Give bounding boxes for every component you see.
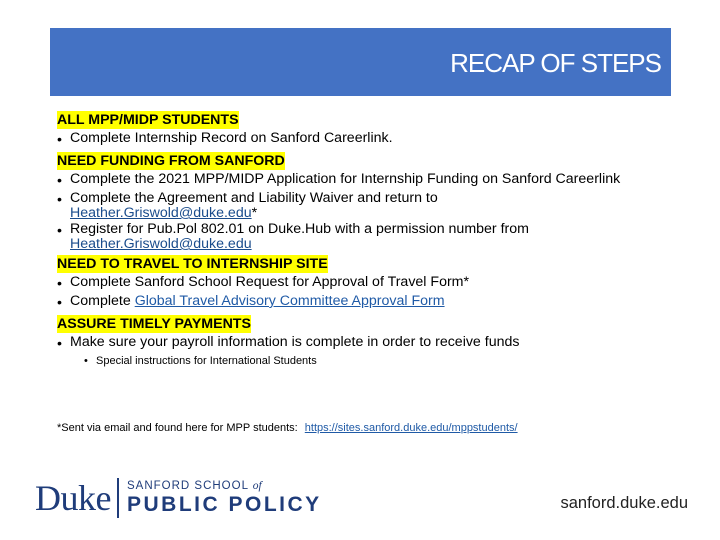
- step-internship-record: Complete Internship Record on Sanford Careerlink.: [70, 130, 393, 146]
- step-waiver-text: Complete the Agreement and Liability Waiver and return to: [70, 190, 438, 206]
- step-travel-advisory-text: Complete: [70, 293, 131, 309]
- bullet-icon: •: [57, 223, 62, 239]
- bullet-icon: •: [57, 173, 62, 189]
- bullet-icon: •: [57, 132, 62, 148]
- step-waiver: [70, 191, 647, 221]
- list-item: [57, 131, 647, 149]
- steps-content: [57, 109, 647, 368]
- section-heading-all-students: ALL MPP/MIDP STUDENTS: [57, 112, 239, 128]
- list-item: [57, 191, 647, 221]
- duke-wordmark: Duke: [35, 478, 111, 518]
- step-payroll: Make sure your payroll information is complete in order to receive funds: [70, 334, 520, 350]
- step-funding-application: Complete the 2021 MPP/MIDP Application for Internship Funding on Sanford Careerlink: [70, 171, 621, 187]
- logo-divider: [117, 478, 119, 518]
- bullet-icon: •: [84, 355, 88, 367]
- email-link-permission[interactable]: Heather.Griswold@duke.edu: [70, 236, 252, 252]
- step-travel-request: Complete Sanford School Request for Approval of Travel Form*: [70, 274, 470, 290]
- footnote-text: *Sent via email and found here for MPP students:: [57, 422, 298, 434]
- bullet-icon: •: [57, 336, 62, 352]
- step-travel-advisory: [70, 294, 647, 312]
- step-register-text: Register for Pub.Pol 802.01 on Duke.Hub with a permission number from: [70, 221, 529, 237]
- bullet-icon: •: [57, 295, 62, 311]
- title-banner: [50, 28, 671, 96]
- asterisk: *: [251, 205, 258, 221]
- footnote: [57, 422, 518, 434]
- bullet-icon: •: [57, 276, 62, 292]
- sub-step-international: Special instructions for International Students: [96, 355, 317, 367]
- school-prefix: SANFORD SCHOOL of: [126, 479, 262, 492]
- step-register-course: [70, 222, 647, 252]
- mpp-students-link[interactable]: https://sites.sanford.duke.edu/mppstudents/: [304, 422, 518, 434]
- list-item: [84, 355, 647, 368]
- school-wordmark: [127, 480, 322, 517]
- section-heading-funding: NEED FUNDING FROM SANFORD: [57, 153, 285, 169]
- list-item: [57, 294, 647, 312]
- bullet-icon: •: [57, 192, 62, 208]
- section-heading-payments: ASSURE TIMELY PAYMENTS: [57, 316, 251, 332]
- email-link-waiver[interactable]: Heather.Griswold@duke.edu: [70, 205, 252, 221]
- section-heading-travel: NEED TO TRAVEL TO INTERNSHIP SITE: [57, 256, 328, 272]
- list-item: [57, 335, 647, 353]
- school-name: PUBLIC POLICY: [126, 492, 322, 516]
- list-item: [57, 172, 647, 190]
- list-item: [57, 222, 647, 252]
- website-url: sanford.duke.edu: [560, 494, 688, 512]
- slide-title: RECAP OF STEPS: [450, 48, 661, 78]
- travel-advisory-form-link[interactable]: Global Travel Advisory Committee Approval Form: [134, 293, 445, 309]
- list-item: [57, 275, 647, 293]
- duke-sanford-logo: [35, 478, 322, 518]
